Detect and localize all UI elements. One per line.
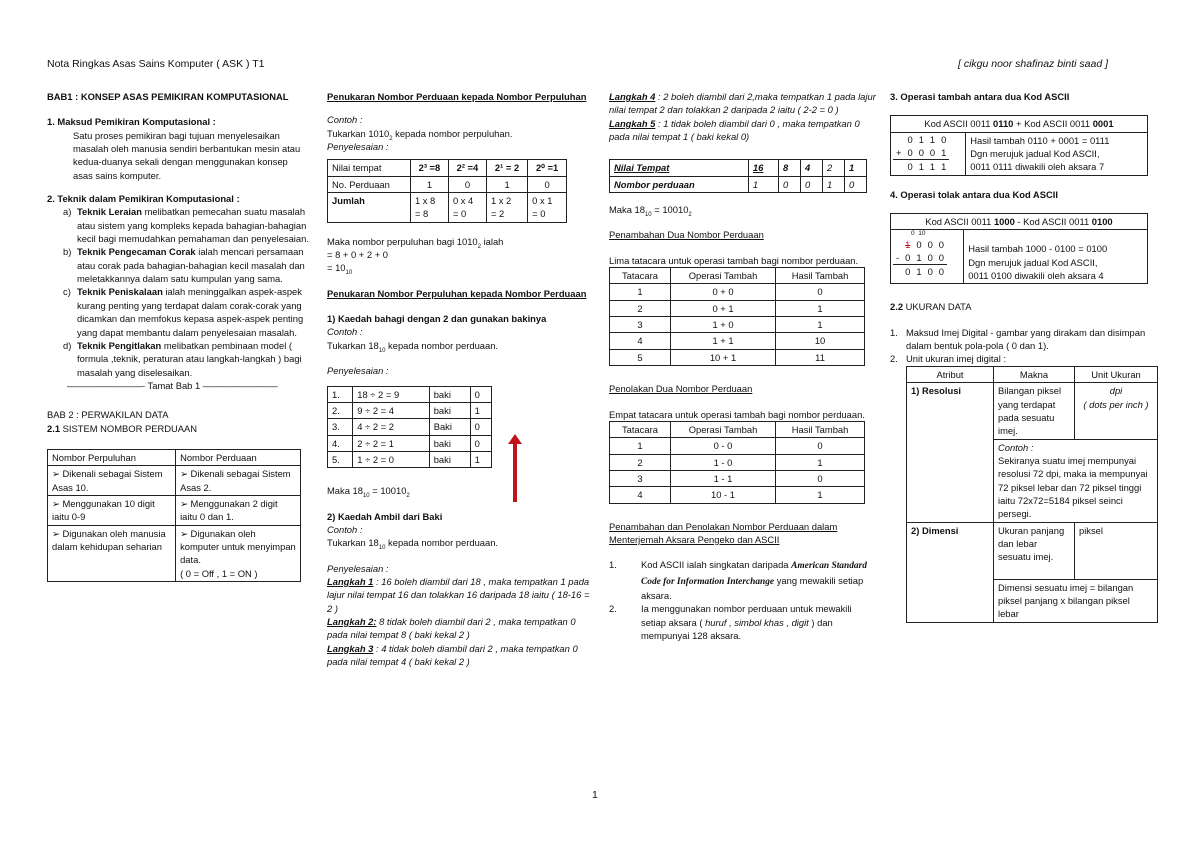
list-item: 1. Kod ASCII ialah singkatan daripada American Standard Code for Information Interchange yang mewakili setiap aksara. xyxy=(609,559,867,601)
table-row: ➢ Digunakan oleh manusia dalam kehidupan seharian ➢ Digunakan oleh komputer untuk menyimpan data. ( 0 = Off , 1 = ON ) xyxy=(48,525,301,581)
step: Langkah 3 : 4 tidak boleh diambil dari 2 , maka tempatkan 0 pada nilai tempat 4 ( baki kekal 2 ) xyxy=(327,642,578,667)
th: Nombor Perpuluhan xyxy=(48,449,176,465)
list-item: 2. Unit ukuran imej digital : xyxy=(890,353,1007,365)
image-unit-table: Atribut Makna Unit Ukuran 1) Resolusi Bilangan piksel yang terdapat pada sesuatu imej. dpi ( dots per inch ) Contoh : Sekiranya suatu imej mempunyai resolusi 72 dpi, maka ia mempunyai 72 piksel lebar dan 72 piksel tinggi iaitu 72x72=5184 piksel seinci persegi. 2) Dimensi Ukuran panjang dan lebar sesuatu imej. piksel Dimensi sesuatu imej = bilangan piksel panjang x bilangan piksel lebar xyxy=(906,366,1158,623)
table-row: 1 0 - 0 0 xyxy=(610,438,865,454)
step: Langkah 5 : 1 tidak boleh diambil dari 0 , maka tempatkan 0 pada nilai tempat 1 ( baki kekal 0) xyxy=(609,117,860,143)
ascii-add-table: Kod ASCII 0011 0110 + Kod ASCII 0011 0001 0 1 1 0 + 0 0 0 1 0 1 1 1 Hasil tambah 0110 + 0001 = 0111 Dgn merujuk jadual Kod ASCII, 0011 0111 diwakili oleh aksara 7 xyxy=(890,115,1148,175)
sub-title: Penolakan Dua Nombor Perduaan xyxy=(609,383,753,395)
penyelesaian-label: Penyelesaian : xyxy=(327,365,389,377)
add-intro: Lima tatacara untuk operasi tambah bagi nombor perduaan. xyxy=(609,254,859,266)
contoh-label: Contoh : xyxy=(327,114,363,126)
step: Langkah 4 : 2 boleh diambil dari 2,maka tempatkan 1 pada lajur nilai tempat 2 dan tolakkan 2 daripada 2 iaitu ( 2-2 = 0 ) xyxy=(609,91,876,116)
contoh-label: Contoh : xyxy=(327,523,363,535)
kaedah-1-title: 1) Kaedah bahagi dengan 2 dan gunakan bakinya xyxy=(327,313,547,325)
kaedah-2-title: 2) Kaedah Ambil dari Baki xyxy=(327,510,443,522)
technique-list xyxy=(47,205,309,378)
division-table xyxy=(327,386,492,469)
section-title-bin-to-dec: Penukaran Nombor Perduaan kepada Nombor Perpuluhan xyxy=(327,91,587,102)
page-number: 1 xyxy=(592,789,598,801)
s1-title: 1. Maksud Pemikiran Komputasional : xyxy=(47,116,216,128)
table-row: 4. 2 ÷ 2 = 1 baki 0 xyxy=(328,435,492,451)
step: Langkah 1 : 16 boleh diambil dari 18 , maka tempatkan 1 pada lajur nilai tempat 16 dan tolakkan 16 daripada 18 iaitu ( 18-16 = 2 ) xyxy=(327,575,590,614)
step: Langkah 2: 8 tidak boleh diambil dari 2 , maka tempatkan 0 pada nilai tempat 8 ( baki kekal 2 ) xyxy=(327,615,576,641)
table-row: 4 1 + 1 10 xyxy=(610,333,865,349)
table-row: 3 1 + 0 1 xyxy=(610,317,865,333)
bab2-title: BAB 2 : PERWAKILAN DATA xyxy=(47,409,169,421)
s22-title: 2.2 UKURAN DATA xyxy=(890,301,972,313)
penyelesaian-label: Penyelesaian : xyxy=(327,562,389,574)
maka-1: Maka nombor perpuluhan bagi $1010_2$ ialah xyxy=(327,235,504,250)
table-row: 5 10 + 1 11 xyxy=(610,349,865,365)
place-value-table: Nilai tempat 2³ =8 2² =4 2¹ = 2 2⁰ =1 No. Perduaan 1 0 1 0 Jumlah 1 x 8 = 8 0 x 4 = 0 1 x 2 = 2 0 x 1 = 0 xyxy=(327,159,567,222)
sub-table: Tatacara Operasi Tambah Hasil Tambah 1 0 - 0 0 2 1 - 0 1 3 1 - 1 0 4 10 - 1 1 xyxy=(609,421,865,504)
ascii-sub-table: Kod ASCII 0011 1000 - Kod ASCII 0011 0100 0 10 1 0 0 0 - 0 1 0 0 0 1 0 0 Hasil tambah 1000 - 0100 = 0100 Dgn merujuk jadual Kod ASCII, 0011 0100 diwakili oleh aksara 4 xyxy=(890,213,1148,284)
s21-title: 2.1 SISTEM NOMBOR PERDUAAN xyxy=(47,422,198,434)
s1-text: Satu proses pemikiran bagi tujuan menyelesaikan masalah oleh manusia sendiri berbantukan mesin atau kedua-duanya sekali dengan menggunakan konsep asas sains komputer. xyxy=(73,129,301,181)
add-title: Penambahan Dua Nombor Perduaan xyxy=(609,229,764,241)
column-2 xyxy=(327,90,595,668)
list-item: 1. Maksud Imej Digital - gambar yang dirakam dan disimpan dalam bentuk pola-pola ( 0 dan 1). xyxy=(890,326,1146,352)
table-row: 5. 1 ÷ 2 = 0 baki 1 xyxy=(328,451,492,467)
column-1 xyxy=(47,90,309,582)
table-row: 1. 18 ÷ 2 = 9 baki 0 xyxy=(328,386,492,402)
add-table: Tatacara Operasi Tambah Hasil Tambah 1 0 + 0 0 2 0 + 1 1 3 1 + 0 1 4 1 + 1 10 5 10 + 1 11 xyxy=(609,267,865,366)
technique-item: a) Teknik Leraian melibatkan pemecahan suatu masalah atau sistem yang kompleks kepada bahagian-bahagian kecil bagi memudahkan pemahaman dan penyelesaian. xyxy=(63,206,309,245)
technique-item: d) Teknik Pengitlakan melibatkan pembinaan model ( formula ,teknik, peraturan atau langkah-langkah ) bagi masalah yang diselesaikan. xyxy=(63,339,302,378)
s2-title: 2. Teknik dalam Pemikiran Komputasional : xyxy=(47,193,240,205)
section-title-dec-to-bin: Penukaran Nombor Perpuluhan kepada Nombor Perduaan xyxy=(327,287,587,299)
penyelesaian-label: Penyelesaian : xyxy=(327,141,389,153)
op4-title: 4. Operasi tolak antara dua Kod ASCII xyxy=(890,188,1058,200)
binary-addition: 0 1 1 0 + 0 0 0 1 0 1 1 1 xyxy=(893,133,949,174)
tukarkan-1: Tukarkan $1010_2$ kepada nombor perpuluhan. xyxy=(327,127,513,142)
table-row: 2. 9 ÷ 2 = 4 baki 1 xyxy=(328,402,492,418)
table-row: 1 0 + 0 0 xyxy=(610,284,865,300)
column-4 xyxy=(890,90,1160,623)
tukarkan-3: Tukarkan $18_{10}$ kepada nombor perduaan. xyxy=(327,537,499,552)
maka-2: Maka $18_{10} = 10010_2$ xyxy=(327,485,410,500)
tamat-bab1: ————————- Tamat Bab 1 ———————— xyxy=(67,379,278,391)
header-author: [ cikgu noor shafinaz binti saad ] xyxy=(957,58,1108,70)
column-3 xyxy=(609,90,877,642)
table-row: 2 0 + 1 1 xyxy=(610,300,865,316)
op3-title: 3. Operasi tambah antara dua Kod ASCII xyxy=(890,91,1070,102)
ascii-title: Penambahan dan Penolakan Nombor Perduaan dalam Menterjemah Aksara Pengeko dan ASCII xyxy=(609,520,838,545)
header-title: Nota Ringkas Asas Sains Komputer ( ASK ) T1 xyxy=(47,58,265,70)
table-row: 4 10 - 1 1 xyxy=(610,487,865,503)
technique-item: b) Teknik Pengecaman Corak ialah mencari persamaan atau corak pada bahagian-bahagian kecil masalah dan meletakkannya dalam satu kumpulan yang sama. xyxy=(63,246,305,285)
maka-1-line3: = $10_{10}$ xyxy=(327,262,353,277)
list-item: 2. Ia menggunakan nombor perduaan untuk mewakili setiap aksara ( huruf , simbol khas , digit ) dan mempunyai 128 aksara. xyxy=(609,603,852,641)
compare-table xyxy=(47,449,301,582)
place-value-result-table: Nilai Tempat 16 8 4 2 1 Nombor perduaan 1 0 0 1 0 xyxy=(609,159,867,193)
table-row: 2 1 - 0 1 xyxy=(610,454,865,470)
table-row: 3. 4 ÷ 2 = 2 Baki 0 xyxy=(328,419,492,435)
bab1-title: BAB1 : KONSEP ASAS PEMIKIRAN KOMPUTASIONAL xyxy=(47,91,289,102)
maka-3: Maka $18_{10} = 10010_2$ xyxy=(609,204,692,218)
th: Nombor Perduaan xyxy=(176,449,301,465)
table-row: ➢ Dikenali sebagai Sistem Asas 10. ➢ Dikenali sebagai Sistem Asas 2. xyxy=(48,466,301,496)
sub-intro: Empat tatacara untuk operasi tambah bagi nombor perduaan. xyxy=(609,408,865,420)
technique-item: c) Teknik Peniskalaan ialah meninggalkan aspek-aspek kurang penting yang terdapat dalam corak-corak yang dicamkan dan memfokus kepasa aspek-aspek penting yang dapat membantu dalam penyelesaian masalah. xyxy=(63,286,304,338)
contoh-label: Contoh : xyxy=(327,326,363,338)
binary-subtraction: 1 0 0 0 - 0 1 0 0 0 1 0 0 xyxy=(893,238,947,279)
maka-1-line2: = 8 + 0 + 2 + 0 xyxy=(327,249,388,261)
tukarkan-2: Tukarkan $18_{10}$ kepada nombor perduaan. xyxy=(327,339,499,354)
table-row: ➢ Menggunakan 10 digit iaitu 0-9 ➢ Menggunakan 2 digit iaitu 0 dan 1. xyxy=(48,495,301,525)
up-arrow-icon xyxy=(508,434,522,504)
table-row: 3 1 - 1 0 xyxy=(610,470,865,486)
